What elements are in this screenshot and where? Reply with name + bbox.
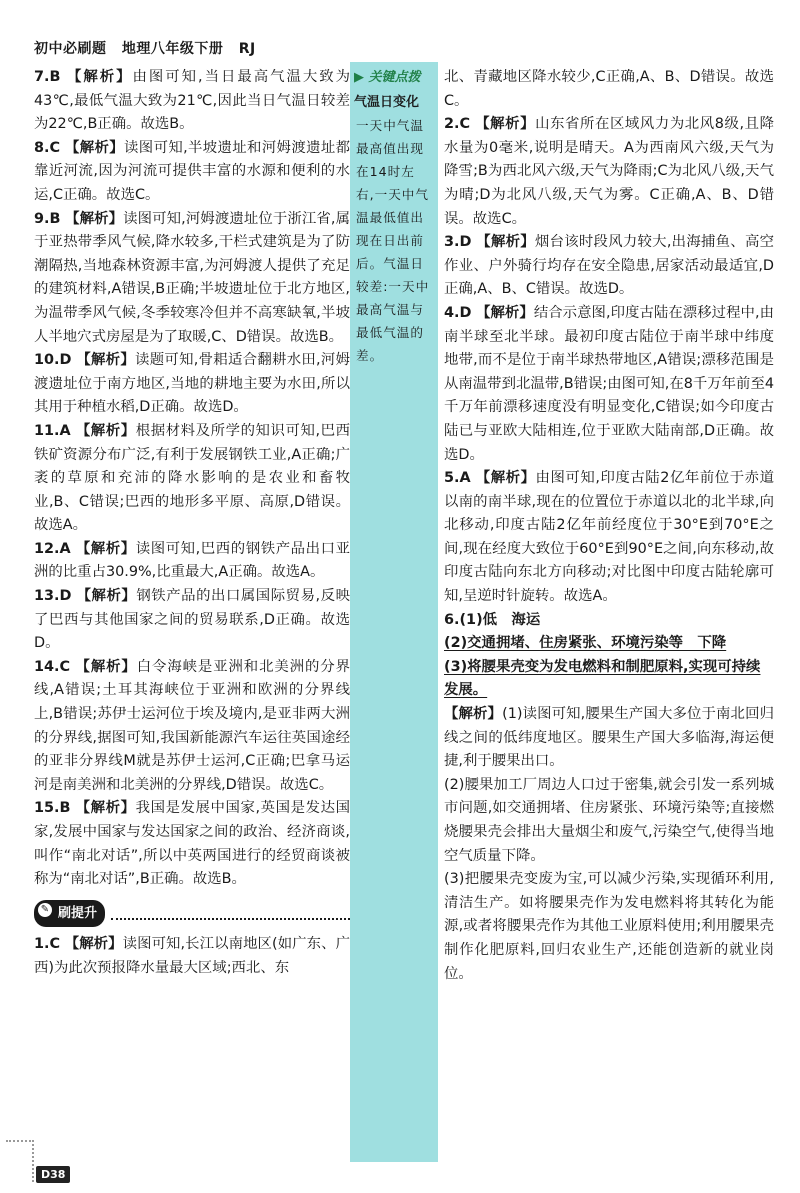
answer-text: 根据材料及所学的知识可知,巴西铁矿资源分布广泛,有利于发展钢铁工业,A正确;广袤的草原和充沛的降水影响的是农业和畜牧业,B、C错误;巴西的地形多平原、高原,D错误。故选A。: [34, 422, 350, 534]
answer-text: 北、青藏地区降水较少,C正确,A、B、D错误。故选C。: [444, 69, 774, 109]
q6-analysis-3: (3)把腰果壳变废为宝,可以减少污染,实现循环利用,清洁生产。如将腰果壳作为发电燃料将其转化为能源,或者将腰果壳作为其他工业原料使用;利用腰果壳制作化肥原料,回归农业生产,还能创造新的就业岗位。: [444, 871, 774, 982]
answer-list: [444, 66, 774, 609]
answer-text: 结合示意图,印度古陆在漂移过程中,由南半球至北半球。最初印度古陆位于南半球中纬度地带,而不是位于南半球热带地区,A错误;漂移范围是从南温带到北温带,B错误;由图可知,在8千万年前至4千万年前漂移速度没有明显变化,C错误;如今印度古陆已与亚欧大陆相连,位于亚欧大陆南部,D正确。故选D。: [444, 304, 774, 463]
question-number: 11.A: [34, 422, 71, 439]
page-header: [34, 38, 266, 58]
question-number: 10.D: [34, 352, 72, 369]
answer-entry: [444, 302, 774, 467]
page-number: D38: [36, 1166, 70, 1183]
answer-entry: [444, 66, 774, 113]
subject-title: 地理八年级下册: [121, 41, 224, 57]
answer-entry: [34, 349, 350, 420]
analysis-tag: 【解析】: [444, 706, 503, 723]
answer-text: 山东省所在区域风力为北风8级,且降水量为0毫米,说明是晴天。A为西南风六级,天气为降雪;B为西北风六级,天气为降雨;C为北风八级,天气为晴;D为北风八级,天气为雾。C正确,A、B、D错误。故选C。: [444, 116, 774, 227]
sidebar-body: 一天中气温最高值出现在14时左右,一天中气温最低值出现在日出前后。气温日较差:一天中最高气温与最低气温的差。: [356, 118, 430, 363]
answer-entry: [34, 797, 350, 891]
answer-entry: [444, 467, 774, 609]
question-number: 3.D: [444, 234, 472, 251]
q6-analysis-1: [444, 703, 774, 774]
brush-icon: ✎: [38, 903, 52, 917]
sidebar-heading: 气温日变化: [354, 95, 420, 110]
left-column: [34, 66, 350, 981]
dotted-rule: [111, 908, 350, 920]
answer-entry: [34, 66, 350, 137]
answer-text: 由图可知,当日最高气温大致为43℃,最低气温大致为21℃,因此当日气温日较差为22℃,B正确。故选B。: [34, 69, 350, 133]
analysis-tag: 【解析】: [475, 116, 536, 133]
q6-answer-1: 6.(1)低 海运: [444, 611, 541, 628]
analysis-tag: 【解析】: [476, 234, 535, 251]
answer-list: [34, 66, 350, 892]
analysis-tag: 【解析】: [75, 540, 136, 557]
key-point-sidebar: [350, 62, 438, 1162]
answer-text: 白令海峡是亚洲和北美洲的分界线,A错误;土耳其海峡位于亚洲和欧洲的分界线上,B错误;苏伊士运河位于埃及境内,是亚非两大洲的分界线,据图可知,我国新能源汽车运往英国途经的亚非分界线M就是苏伊士运河,C正确;巴拿马运河是南美洲和北美洲的分界线,D错误。故选C。: [34, 658, 350, 793]
corner-decoration: [6, 1140, 34, 1182]
answer-text: 我国是发展中国家,英国是发达国家,发展中国家与发达国家之间的政治、经济商谈,叫作“南北对话”,所以中英两国进行的经贸商谈被称为“南北对话”,B正确。故选B。: [34, 800, 350, 888]
question-number: 9.B: [34, 210, 61, 227]
section-label-text: 刷提升: [58, 905, 98, 921]
answer-text: 读图可知,河姆渡遗址位于浙江省,属于亚热带季风气候,降水较多,干栏式建筑是为了防潮隔热,当地森林资源丰富,为河姆渡人提供了充足的建筑材料,A错误,B正确;半坡遗址位于北方地区,为温带季风气候,冬季较寒冷但并不高寒缺氧,半坡人半地穴式房屋是为了取暖,C、D错误。故选B。: [34, 210, 350, 345]
question-number: 5.A: [444, 470, 471, 487]
answer-entry: [444, 231, 774, 302]
question-number: 8.C: [34, 139, 61, 156]
answer-text: 钢铁产品的出口属国际贸易,反映了巴西与其他国家之间的贸易联系,D正确。故选D。: [34, 588, 350, 652]
question-number: 4.D: [444, 304, 472, 321]
answer-entry: [34, 538, 350, 585]
section-header: [34, 900, 350, 928]
analysis-tag: 【解析】: [65, 139, 125, 156]
question-6: [444, 609, 774, 987]
analysis-tag: 【解析】: [65, 210, 124, 227]
question-number: 7.B: [34, 69, 61, 85]
answer-entry: [34, 420, 350, 538]
answer-text: 读图可知,巴西的钢铁产品出口亚洲的比重占30.9%,比重最大,A正确。故选A。: [34, 540, 350, 581]
answer-text: 由图可知,印度古陆2亿年前位于赤道以南的南半球,现在的位置位于赤道以北的北半球,向北移动,印度古陆2亿年前经度位于30°E到70°E之间,现在经度大致位于60°E到90°E之间,向东移动,故印度古陆向东北方向移动;对比图中印度古陆轮廓可知,呈逆时针旋转。故选A。: [444, 470, 774, 605]
q6-answer-2: (2)交通拥堵、住房紧张、环境污染等 下降: [444, 635, 727, 652]
answer-entry: [34, 656, 350, 798]
edition-label: RJ: [238, 41, 256, 57]
sidebar-title: ▶ 关键点拨: [354, 70, 421, 85]
answer-text: 读图可知,半坡遗址和河姆渡遗址都靠近河流,因为河流可提供丰富的水源和便利的水运,C正确。故选C。: [34, 139, 351, 203]
analysis-tag: 【解析】: [76, 588, 137, 605]
section-label: [34, 900, 105, 928]
analysis-tag: 【解析】: [476, 304, 534, 321]
answer-text: 读图可知,长江以南地区(如广东、广西)为此次预报降水量最大区域;西北、东: [34, 936, 350, 976]
q6-analysis-2: (2)腰果加工厂周边人口过于密集,就会引发一系列城市问题,如交通拥堵、住房紧张、环境污染等;直接燃烧腰果壳会排出大量烟尘和废气,污染空气,使得当地空气质量下降。: [444, 776, 774, 864]
question-number: 2.C: [444, 116, 471, 133]
book-title: 初中必刷题: [34, 41, 107, 57]
analysis-tag: 【解析】: [75, 658, 137, 675]
question-number: 14.C: [34, 658, 71, 675]
answer-entry: [34, 585, 350, 656]
question-number: 13.D: [34, 588, 72, 605]
question-number: 15.B: [34, 800, 71, 817]
answer-entry: [444, 113, 774, 231]
answer-text: (1)读图可知,腰果生产国大多位于南北回归线之间的低纬度地区。腰果生产国大多临海,海运便捷,利于腰果出口。: [444, 706, 774, 770]
answer-entry: [34, 137, 350, 208]
question-number: 12.A: [34, 540, 71, 557]
analysis-tag: 【解析】: [64, 936, 123, 953]
analysis-tag: 【解析】: [75, 422, 136, 439]
right-column: [444, 66, 774, 986]
answer-text: 烟台该时段风力较大,出海捕鱼、高空作业、户外骑行均存在安全隐患,居家活动最适宜,D正确,A、B、C错误。故选D。: [444, 234, 774, 298]
question-number: 1.C: [34, 936, 61, 953]
answer-entry: [34, 208, 350, 350]
q6-answer-3: (3)将腰果壳变为发电燃料和制肥原料,实现可持续发展。: [444, 658, 761, 699]
analysis-tag: 【解析】: [475, 470, 536, 487]
analysis-tag: 【解析】: [75, 800, 136, 817]
answer-entry: [34, 933, 350, 980]
answer-text: 读题可知,骨耜适合翻耕水田,河姆渡遗址位于南方地区,当地的耕地主要为水田,所以其用于种植水稻,D正确。故选D。: [34, 352, 350, 416]
analysis-tag: 【解析】: [76, 352, 136, 369]
analysis-tag: 【解析】: [67, 69, 133, 85]
